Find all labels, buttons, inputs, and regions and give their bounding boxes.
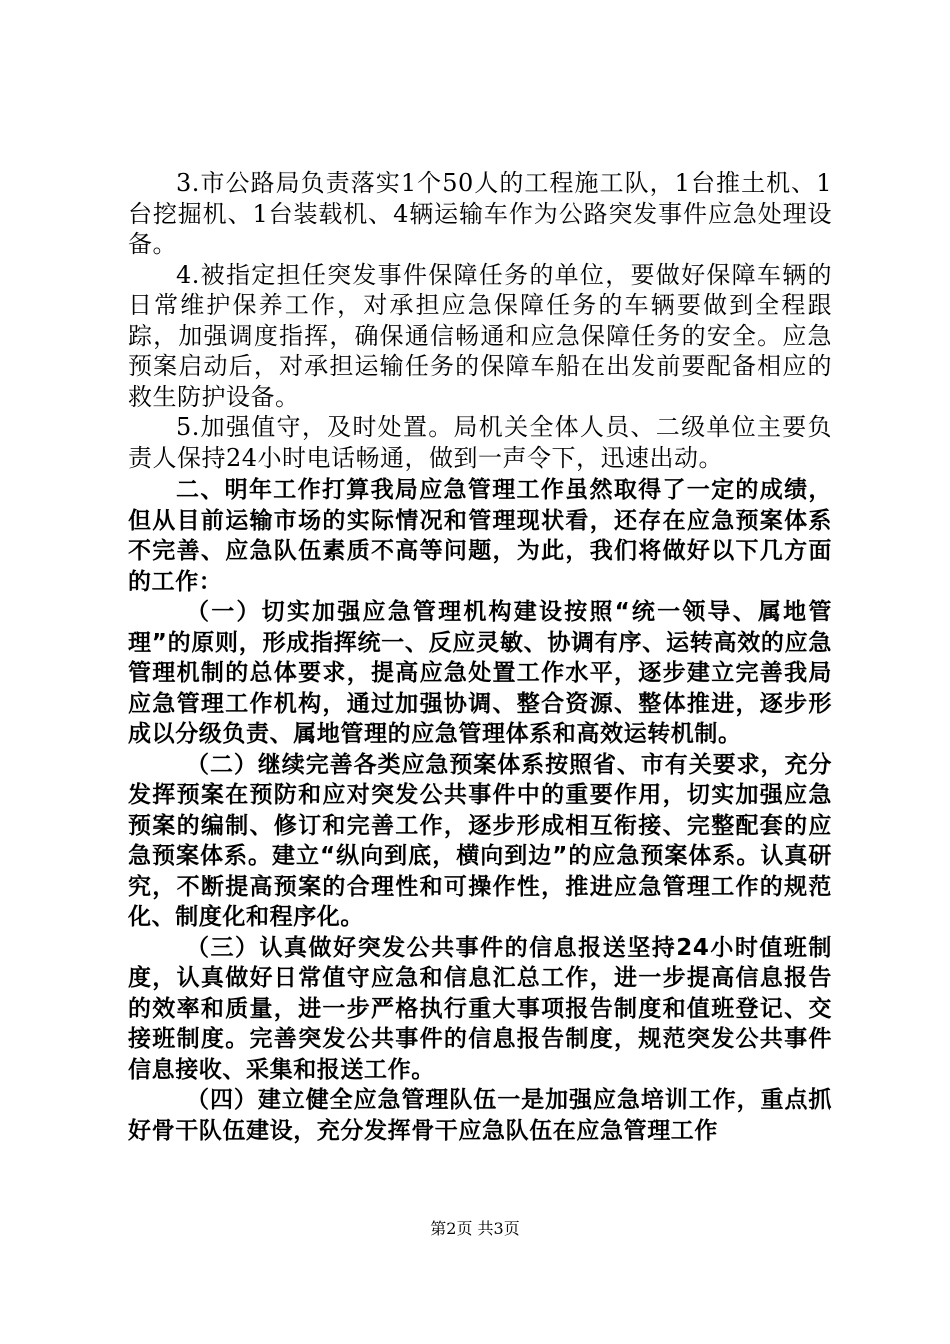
page-number-footer: 第2页 共3页 (430, 1219, 520, 1238)
subsection-4: （四）建立健全应急管理队伍一是加强应急培训工作，重点抓好骨干队伍建设，充分发挥骨干应急队伍在应急管理工作 (128, 1087, 832, 1144)
subsection-3: （三）认真做好突发公共事件的信息报送坚持24小时值班制度，认真做好日常值守应急和信息汇总工作，进一步提高信息报告的效率和质量，进一步严格执行重大事项报告制度和值班登记、交接班制度。完善突发公共事件的信息报告制度，规范突发公共事件信息接收、采集和报送工作。 (128, 934, 832, 1083)
section-heading-next-year-plan: 二、明年工作打算我局应急管理工作虽然取得了一定的成绩，但从目前运输市场的实际情况和管理现状看，还存在应急预案体系不完善、应急队伍素质不高等问题，为此，我们将做好以下几方面的工作： (128, 477, 832, 595)
paragraph-item-3: 3.市公路局负责落实1个50人的工程施工队，1台推土机、1台挖掘机、1台装载机、4辆运输车作为公路突发事件应急处理设备。 (128, 169, 832, 258)
paragraph-item-5: 5.加强值守，及时处置。局机关全体人员、二级单位主要负责人保持24小时电话畅通，做到一声令下，迅速出动。 (128, 413, 832, 472)
subsection-2: （二）继续完善各类应急预案体系按照省、市有关要求，充分发挥预案在预防和应对突发公共事件中的重要作用，切实加强应急预案的编制、修订和完善工作，逐步形成相互衔接、完整配套的应急预案体系。建立“纵向到底，横向到边”的应急预案体系。认真研究，不断提高预案的合理性和可操作性，推进应急管理工作的规范化、制度化和程序化。 (128, 751, 832, 930)
document-body (128, 168, 832, 1146)
paragraph-item-4: 4.被指定担任突发事件保障任务的单位，要做好保障车辆的日常维护保养工作，对承担应急保障任务的车辆要做到全程跟踪，加强调度指挥，确保通信畅通和应急保障任务的安全。应急预案启动后，对承担运输任务的保障车船在出发前要配备相应的救生防护设备。 (128, 260, 832, 411)
subsection-1: （一）切实加强应急管理机构建设按照“统一领导、属地管理”的原则，形成指挥统一、反应灵敏、协调有序、运转高效的应急管理机制的总体要求，提高应急处置工作水平，逐步建立完善我局应急管理工作机构，通过加强协调、整合资源、整体推进，逐步形成以分级负责、属地管理的应急管理体系和高效运转机制。 (128, 599, 832, 747)
